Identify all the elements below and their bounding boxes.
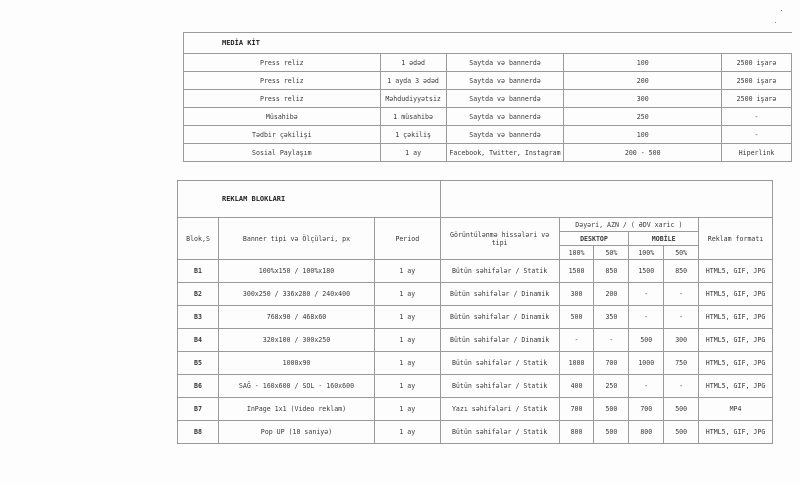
media-kit-cell-note: 2500 işarə: [722, 72, 792, 90]
media-kit-cell-price: 100: [564, 126, 722, 144]
media-kit-cell-qty: Məhdudiyyətsiz: [380, 90, 446, 108]
media-kit-table: [183, 32, 792, 162]
media-kit-cell-name: Sosial Paylaşım: [184, 144, 381, 162]
table-row: [184, 126, 792, 144]
ad-block-cell-m50: 750: [664, 352, 699, 375]
ad-block-cell-id: B3: [178, 306, 219, 329]
ad-blocks-title: REKLAM BLOKLARI: [178, 181, 441, 218]
media-kit-cell-qty: 1 müsahibə: [380, 108, 446, 126]
ad-blocks-table: [177, 180, 773, 444]
ad-block-cell-m100: 500: [629, 329, 664, 352]
ad-block-cell-d50: 200: [594, 283, 629, 306]
media-kit-cell-note: 2500 işarə: [722, 54, 792, 72]
header-price-group: Dəyəri, AZN / ( ƏDV xaric ): [559, 218, 699, 232]
ad-block-cell-d100: -: [559, 329, 594, 352]
table-row: [178, 398, 773, 421]
ad-block-cell-m50: 500: [664, 421, 699, 444]
ad-block-cell-d50: 700: [594, 352, 629, 375]
ad-block-cell-id: B5: [178, 352, 219, 375]
ad-block-cell-banner: Pop UP (10 saniyə): [219, 421, 375, 444]
ad-block-cell-m50: 300: [664, 329, 699, 352]
ad-block-cell-d50: 850: [594, 260, 629, 283]
scan-speck: [775, 22, 776, 23]
header-mobile: MOBİLE: [629, 232, 699, 246]
media-kit-cell-price: 200: [564, 72, 722, 90]
scan-speck: [781, 10, 782, 11]
ad-block-cell-m100: -: [629, 375, 664, 398]
ad-block-cell-id: B8: [178, 421, 219, 444]
ad-block-cell-id: B4: [178, 329, 219, 352]
ad-block-cell-format: HTML5, GIF, JPG: [699, 306, 773, 329]
ad-block-cell-format: HTML5, GIF, JPG: [699, 329, 773, 352]
ad-block-cell-display: Bütün səhifələr / Statik: [440, 375, 559, 398]
ad-block-cell-period: 1 ay: [374, 329, 440, 352]
ad-block-cell-d100: 1500: [559, 260, 594, 283]
table-row: [178, 329, 773, 352]
ad-block-cell-display: Bütün səhifələr / Statik: [440, 260, 559, 283]
media-kit-cell-qty: 1 ay: [380, 144, 446, 162]
ad-block-cell-banner: 300x250 / 336x280 / 240x400: [219, 283, 375, 306]
ad-block-cell-format: HTML5, GIF, JPG: [699, 352, 773, 375]
table-row: [178, 375, 773, 398]
media-kit-cell-price: 100: [564, 54, 722, 72]
ad-block-cell-m50: -: [664, 283, 699, 306]
ad-block-cell-d100: 1000: [559, 352, 594, 375]
media-kit-cell-price: 200 - 500: [564, 144, 722, 162]
header-display: Görüntülənmə hissələri və tipi: [440, 218, 559, 260]
ad-block-cell-display: Yazı səhifələri / Statik: [440, 398, 559, 421]
ad-block-cell-display: Bütün səhifələr / Statik: [440, 421, 559, 444]
ad-block-cell-period: 1 ay: [374, 283, 440, 306]
ad-block-cell-period: 1 ay: [374, 306, 440, 329]
header-period: Period: [374, 218, 440, 260]
ad-block-cell-format: MP4: [699, 398, 773, 421]
media-kit-cell-note: -: [722, 108, 792, 126]
header-desktop: DESKTOP: [559, 232, 629, 246]
table-row: [178, 421, 773, 444]
media-kit-cell-place: Saytda və bannerdə: [446, 90, 564, 108]
ad-block-cell-banner: 320x100 / 300x250: [219, 329, 375, 352]
ad-block-cell-m50: -: [664, 375, 699, 398]
header-banner: Banner tipi və Ölçüləri, px: [219, 218, 375, 260]
ad-block-cell-id: B6: [178, 375, 219, 398]
ad-block-cell-banner: 100%x150 / 100%x180: [219, 260, 375, 283]
ad-block-cell-d100: 700: [559, 398, 594, 421]
ad-block-cell-d50: -: [594, 329, 629, 352]
ad-block-cell-id: B1: [178, 260, 219, 283]
ad-block-cell-m100: -: [629, 283, 664, 306]
media-kit-cell-place: Saytda və bannerdə: [446, 108, 564, 126]
ad-block-cell-banner: 1000x90: [219, 352, 375, 375]
ad-block-cell-d100: 400: [559, 375, 594, 398]
ad-block-cell-period: 1 ay: [374, 375, 440, 398]
header-desktop-100: 100%: [559, 246, 594, 260]
ad-block-cell-d100: 800: [559, 421, 594, 444]
ad-block-cell-banner: 768x90 / 468x60: [219, 306, 375, 329]
table-row: [184, 72, 792, 90]
media-kit-cell-name: Press reliz: [184, 54, 381, 72]
ad-block-cell-m50: 850: [664, 260, 699, 283]
table-row: [184, 144, 792, 162]
ad-block-cell-display: Bütün səhifələr / Statik: [440, 352, 559, 375]
table-row: [178, 352, 773, 375]
ad-block-cell-d50: 250: [594, 375, 629, 398]
media-kit-cell-name: Müsahibə: [184, 108, 381, 126]
media-kit-cell-place: Saytda və bannerdə: [446, 72, 564, 90]
ad-block-cell-m100: 1000: [629, 352, 664, 375]
media-kit-cell-name: Press reliz: [184, 72, 381, 90]
table-row: [184, 54, 792, 72]
ad-block-cell-d50: 350: [594, 306, 629, 329]
ad-block-cell-period: 1 ay: [374, 398, 440, 421]
ad-block-cell-period: 1 ay: [374, 260, 440, 283]
media-kit-cell-name: Press reliz: [184, 90, 381, 108]
ad-block-cell-m100: 700: [629, 398, 664, 421]
media-kit-cell-note: 2500 işarə: [722, 90, 792, 108]
media-kit-cell-qty: 1 ayda 3 ədəd: [380, 72, 446, 90]
media-kit-cell-qty: 1 ədəd: [380, 54, 446, 72]
media-kit-cell-place: Saytda və bannerdə: [446, 126, 564, 144]
table-row: [184, 108, 792, 126]
ad-block-cell-m100: 1500: [629, 260, 664, 283]
media-kit-cell-place: Saytda və bannerdə: [446, 54, 564, 72]
ad-block-cell-d50: 500: [594, 421, 629, 444]
header-format: Reklam formatı: [699, 218, 773, 260]
ad-block-cell-banner: SAĞ - 160x600 / SOL - 160x600: [219, 375, 375, 398]
table-row: [184, 90, 792, 108]
ad-block-cell-m100: -: [629, 306, 664, 329]
media-kit-title: MEDİA KİT: [184, 33, 447, 54]
ad-block-cell-m50: 500: [664, 398, 699, 421]
ad-block-cell-d50: 500: [594, 398, 629, 421]
header-mobile-100: 100%: [629, 246, 664, 260]
ad-block-cell-display: Bütün səhifələr / Dinamik: [440, 283, 559, 306]
ad-block-cell-m50: -: [664, 306, 699, 329]
ad-block-cell-d100: 500: [559, 306, 594, 329]
ad-block-cell-banner: InPage 1x1 (Video reklam): [219, 398, 375, 421]
ad-block-cell-period: 1 ay: [374, 352, 440, 375]
table-row: [178, 306, 773, 329]
media-kit-cell-price: 250: [564, 108, 722, 126]
media-kit-cell-note: -: [722, 126, 792, 144]
title-spacer: [446, 33, 791, 54]
header-desktop-50: 50%: [594, 246, 629, 260]
ad-block-cell-d100: 300: [559, 283, 594, 306]
ad-block-cell-format: HTML5, GIF, JPG: [699, 421, 773, 444]
table-row: [178, 283, 773, 306]
ad-block-cell-format: HTML5, GIF, JPG: [699, 260, 773, 283]
media-kit-cell-price: 300: [564, 90, 722, 108]
media-kit-cell-name: Tədbir çəkilişi: [184, 126, 381, 144]
media-kit-cell-qty: 1 çəkiliş: [380, 126, 446, 144]
ad-block-cell-display: Bütün səhifələr / Dinamik: [440, 306, 559, 329]
ad-block-cell-format: HTML5, GIF, JPG: [699, 283, 773, 306]
ad-block-cell-id: B2: [178, 283, 219, 306]
ad-block-cell-display: Bütün səhifələr / Dinamik: [440, 329, 559, 352]
media-kit-cell-place: Facebook, Twitter, Instagram: [446, 144, 564, 162]
media-kit-cell-note: Hiperlink: [722, 144, 792, 162]
ad-block-cell-period: 1 ay: [374, 421, 440, 444]
header-block: Blok,S: [178, 218, 219, 260]
ad-block-cell-format: HTML5, GIF, JPG: [699, 375, 773, 398]
ad-block-cell-m100: 800: [629, 421, 664, 444]
header-mobile-50: 50%: [664, 246, 699, 260]
ad-block-cell-id: B7: [178, 398, 219, 421]
title-spacer: [440, 181, 772, 218]
table-row: [178, 260, 773, 283]
